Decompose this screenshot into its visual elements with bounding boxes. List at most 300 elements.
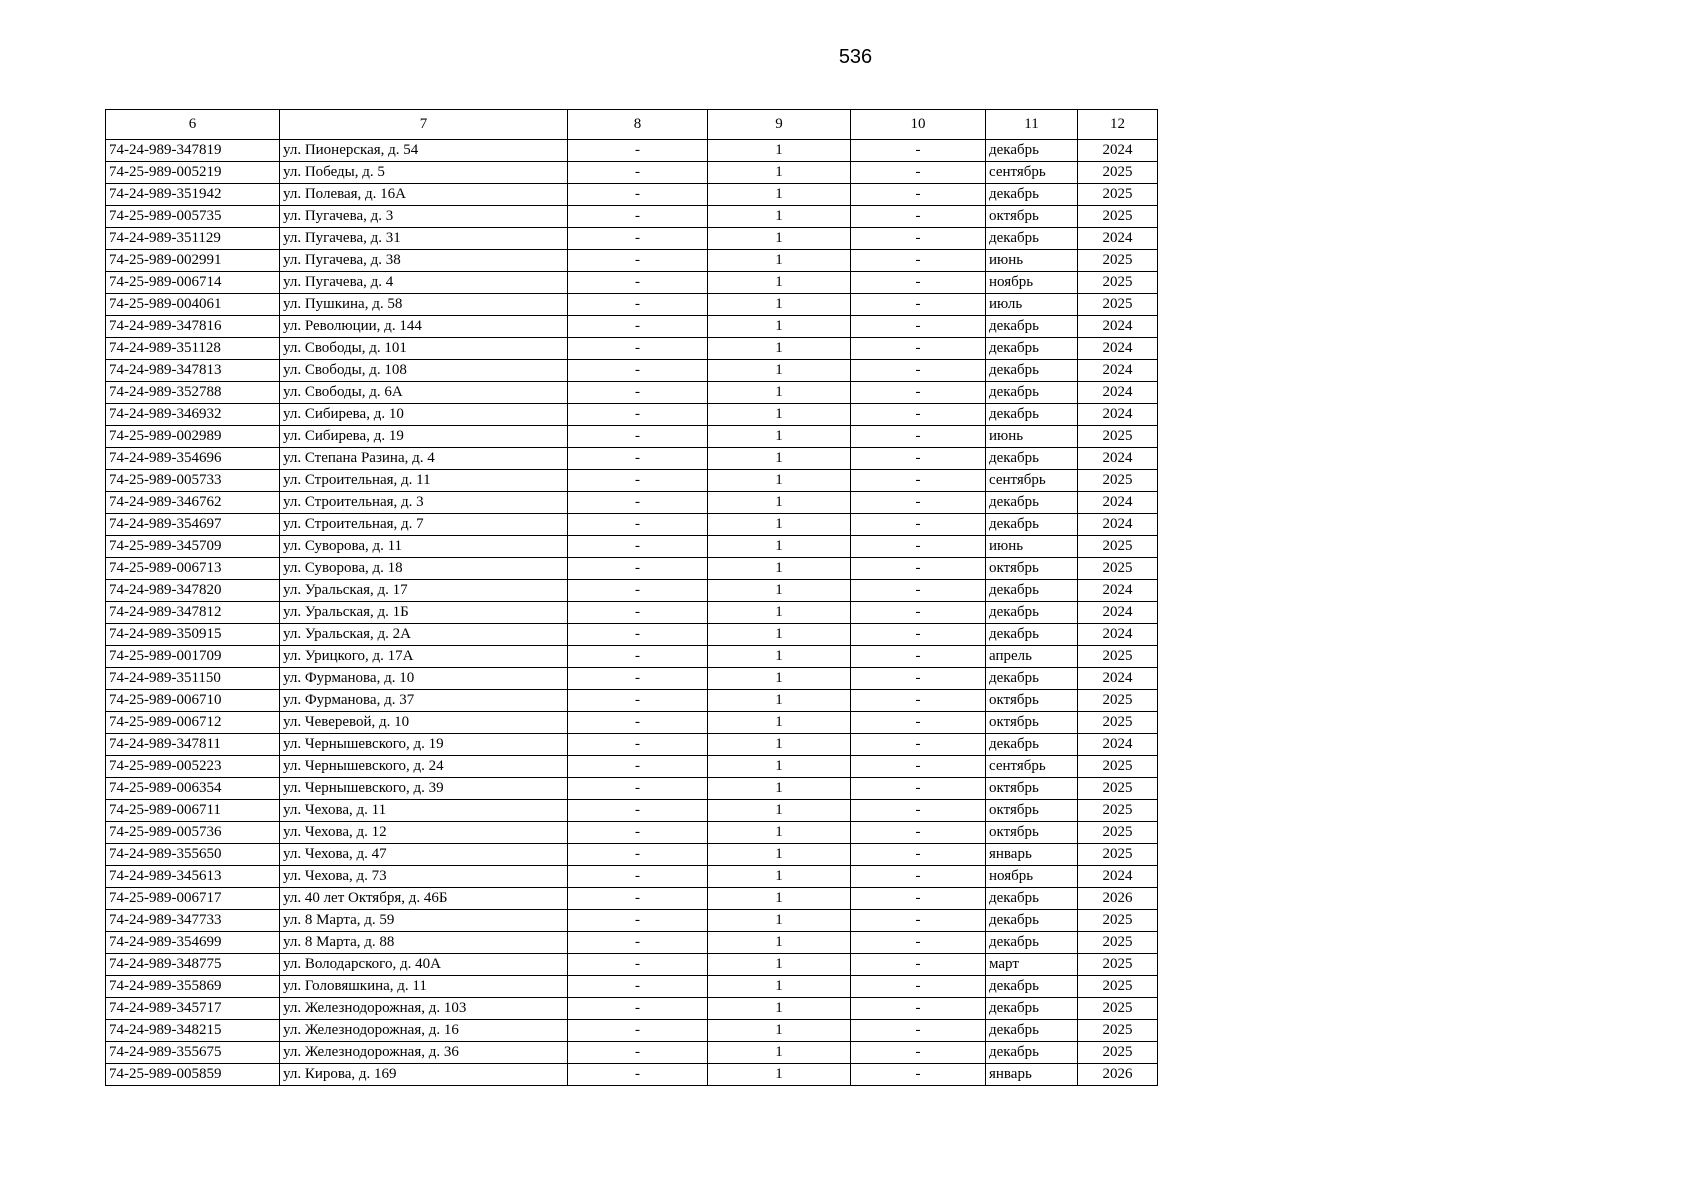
col-9-cell: 1: [708, 756, 851, 778]
table-row: [106, 646, 1158, 668]
month-cell: июнь: [986, 250, 1078, 272]
col-9-cell: 1: [708, 536, 851, 558]
col-8-cell: -: [568, 668, 708, 690]
year-cell: 2024: [1078, 602, 1158, 624]
col-10-cell: -: [851, 140, 986, 162]
year-cell: 2025: [1078, 756, 1158, 778]
address-cell: ул. Победы, д. 5: [280, 162, 568, 184]
col-8-cell: -: [568, 470, 708, 492]
year-cell: 2025: [1078, 272, 1158, 294]
col-8-cell: -: [568, 998, 708, 1020]
col-10-cell: -: [851, 338, 986, 360]
col-8-cell: -: [568, 976, 708, 998]
col-9-cell: 1: [708, 624, 851, 646]
table-row: [106, 360, 1158, 382]
table-row: [106, 536, 1158, 558]
year-cell: 2026: [1078, 888, 1158, 910]
year-cell: 2024: [1078, 140, 1158, 162]
col-10-cell: -: [851, 272, 986, 294]
table-row: [106, 800, 1158, 822]
col-9-cell: 1: [708, 910, 851, 932]
col-10-cell: -: [851, 404, 986, 426]
col-10-cell: -: [851, 910, 986, 932]
col-10-cell: -: [851, 954, 986, 976]
address-cell: ул. Строительная, д. 3: [280, 492, 568, 514]
address-cell: ул. Чернышевского, д. 19: [280, 734, 568, 756]
month-cell: октябрь: [986, 558, 1078, 580]
col-10-cell: -: [851, 536, 986, 558]
col-9-cell: 1: [708, 558, 851, 580]
table-row: [106, 250, 1158, 272]
month-cell: декабрь: [986, 360, 1078, 382]
year-cell: 2026: [1078, 1064, 1158, 1086]
month-cell: декабрь: [986, 316, 1078, 338]
year-cell: 2025: [1078, 1020, 1158, 1042]
cadastral-number-cell: 74-25-989-005735: [106, 206, 280, 228]
month-cell: декабрь: [986, 976, 1078, 998]
column-header: 12: [1078, 110, 1158, 140]
table-row: [106, 822, 1158, 844]
year-cell: 2024: [1078, 338, 1158, 360]
col-8-cell: -: [568, 932, 708, 954]
table-row: [106, 690, 1158, 712]
cadastral-number-cell: 74-25-989-004061: [106, 294, 280, 316]
col-10-cell: -: [851, 976, 986, 998]
month-cell: декабрь: [986, 932, 1078, 954]
cadastral-number-cell: 74-25-989-006711: [106, 800, 280, 822]
month-cell: декабрь: [986, 910, 1078, 932]
page-number: 536: [838, 46, 873, 68]
cadastral-number-cell: 74-24-989-348215: [106, 1020, 280, 1042]
col-10-cell: -: [851, 162, 986, 184]
col-10-cell: -: [851, 448, 986, 470]
address-cell: ул. Чехова, д. 11: [280, 800, 568, 822]
col-9-cell: 1: [708, 778, 851, 800]
cadastral-number-cell: 74-24-989-355675: [106, 1042, 280, 1064]
table-row: [106, 1020, 1158, 1042]
table-row: [106, 668, 1158, 690]
col-9-cell: 1: [708, 404, 851, 426]
col-9-cell: 1: [708, 646, 851, 668]
col-8-cell: -: [568, 206, 708, 228]
col-8-cell: -: [568, 338, 708, 360]
address-cell: ул. Железнодорожная, д. 16: [280, 1020, 568, 1042]
table-row: [106, 404, 1158, 426]
month-cell: октябрь: [986, 822, 1078, 844]
table-row: [106, 998, 1158, 1020]
col-8-cell: -: [568, 624, 708, 646]
cadastral-number-cell: 74-24-989-351129: [106, 228, 280, 250]
cadastral-number-cell: 74-24-989-347819: [106, 140, 280, 162]
address-cell: ул. 8 Марта, д. 59: [280, 910, 568, 932]
col-9-cell: 1: [708, 316, 851, 338]
cadastral-number-cell: 74-24-989-354699: [106, 932, 280, 954]
col-8-cell: -: [568, 756, 708, 778]
month-cell: декабрь: [986, 668, 1078, 690]
col-9-cell: 1: [708, 822, 851, 844]
address-cell: ул. Строительная, д. 7: [280, 514, 568, 536]
col-9-cell: 1: [708, 998, 851, 1020]
month-cell: декабрь: [986, 514, 1078, 536]
col-9-cell: 1: [708, 140, 851, 162]
table-row: [106, 712, 1158, 734]
month-cell: октябрь: [986, 800, 1078, 822]
year-cell: 2024: [1078, 624, 1158, 646]
cadastral-number-cell: 74-24-989-351150: [106, 668, 280, 690]
cadastral-number-cell: 74-25-989-006354: [106, 778, 280, 800]
year-cell: 2024: [1078, 514, 1158, 536]
col-8-cell: -: [568, 140, 708, 162]
col-10-cell: -: [851, 932, 986, 954]
address-cell: ул. Пугачева, д. 38: [280, 250, 568, 272]
month-cell: июль: [986, 294, 1078, 316]
address-cell: ул. Свободы, д. 108: [280, 360, 568, 382]
cadastral-number-cell: 74-24-989-347812: [106, 602, 280, 624]
col-8-cell: -: [568, 1064, 708, 1086]
col-10-cell: -: [851, 888, 986, 910]
table-body: [106, 140, 1158, 1086]
cadastral-number-cell: 74-25-989-006710: [106, 690, 280, 712]
address-cell: ул. Свободы, д. 101: [280, 338, 568, 360]
year-cell: 2025: [1078, 690, 1158, 712]
month-cell: апрель: [986, 646, 1078, 668]
col-10-cell: -: [851, 580, 986, 602]
col-8-cell: -: [568, 822, 708, 844]
col-8-cell: -: [568, 866, 708, 888]
col-9-cell: 1: [708, 844, 851, 866]
col-10-cell: -: [851, 250, 986, 272]
month-cell: декабрь: [986, 624, 1078, 646]
year-cell: 2025: [1078, 712, 1158, 734]
month-cell: декабрь: [986, 338, 1078, 360]
table-row: [106, 514, 1158, 536]
col-9-cell: 1: [708, 800, 851, 822]
address-cell: ул. Головяшкина, д. 11: [280, 976, 568, 998]
col-10-cell: -: [851, 998, 986, 1020]
col-9-cell: 1: [708, 712, 851, 734]
col-8-cell: -: [568, 492, 708, 514]
col-9-cell: 1: [708, 338, 851, 360]
table-row: [106, 1042, 1158, 1064]
year-cell: 2024: [1078, 492, 1158, 514]
col-10-cell: -: [851, 822, 986, 844]
year-cell: 2025: [1078, 1042, 1158, 1064]
cadastral-number-cell: 74-24-989-347820: [106, 580, 280, 602]
month-cell: июнь: [986, 426, 1078, 448]
column-header: 8: [568, 110, 708, 140]
col-10-cell: -: [851, 184, 986, 206]
month-cell: декабрь: [986, 382, 1078, 404]
schedule-table: [105, 109, 1158, 1086]
col-8-cell: -: [568, 228, 708, 250]
month-cell: декабрь: [986, 140, 1078, 162]
col-10-cell: -: [851, 470, 986, 492]
column-header: 6: [106, 110, 280, 140]
cadastral-number-cell: 74-24-989-346932: [106, 404, 280, 426]
year-cell: 2025: [1078, 800, 1158, 822]
col-8-cell: -: [568, 954, 708, 976]
year-cell: 2025: [1078, 778, 1158, 800]
table-row: [106, 558, 1158, 580]
col-10-cell: -: [851, 602, 986, 624]
address-cell: ул. Пугачева, д. 3: [280, 206, 568, 228]
cadastral-number-cell: 74-24-989-351128: [106, 338, 280, 360]
address-cell: ул. Суворова, д. 11: [280, 536, 568, 558]
col-9-cell: 1: [708, 932, 851, 954]
table-row: [106, 778, 1158, 800]
col-10-cell: -: [851, 360, 986, 382]
month-cell: декабрь: [986, 448, 1078, 470]
col-9-cell: 1: [708, 294, 851, 316]
column-header: 10: [851, 110, 986, 140]
column-header: 11: [986, 110, 1078, 140]
cadastral-number-cell: 74-24-989-346762: [106, 492, 280, 514]
address-cell: ул. Пионерская, д. 54: [280, 140, 568, 162]
year-cell: 2025: [1078, 250, 1158, 272]
col-9-cell: 1: [708, 426, 851, 448]
table-row: [106, 228, 1158, 250]
col-10-cell: -: [851, 712, 986, 734]
col-10-cell: -: [851, 316, 986, 338]
year-cell: 2025: [1078, 822, 1158, 844]
address-cell: ул. Кирова, д. 169: [280, 1064, 568, 1086]
table-row: [106, 976, 1158, 998]
address-cell: ул. Строительная, д. 11: [280, 470, 568, 492]
cadastral-number-cell: 74-24-989-345717: [106, 998, 280, 1020]
address-cell: ул. Суворова, д. 18: [280, 558, 568, 580]
col-9-cell: 1: [708, 360, 851, 382]
table-row: [106, 888, 1158, 910]
col-9-cell: 1: [708, 514, 851, 536]
col-8-cell: -: [568, 712, 708, 734]
header-row: [106, 110, 1158, 140]
month-cell: декабрь: [986, 184, 1078, 206]
table-row: [106, 624, 1158, 646]
month-cell: январь: [986, 844, 1078, 866]
col-10-cell: -: [851, 800, 986, 822]
table-row: [106, 470, 1158, 492]
col-8-cell: -: [568, 1020, 708, 1042]
year-cell: 2025: [1078, 536, 1158, 558]
cadastral-number-cell: 74-25-989-002989: [106, 426, 280, 448]
col-8-cell: -: [568, 404, 708, 426]
col-8-cell: -: [568, 844, 708, 866]
address-cell: ул. Пугачева, д. 31: [280, 228, 568, 250]
col-8-cell: -: [568, 162, 708, 184]
year-cell: 2025: [1078, 910, 1158, 932]
address-cell: ул. Революции, д. 144: [280, 316, 568, 338]
month-cell: октябрь: [986, 690, 1078, 712]
month-cell: декабрь: [986, 1042, 1078, 1064]
address-cell: ул. Пугачева, д. 4: [280, 272, 568, 294]
table-row: [106, 756, 1158, 778]
table-row: [106, 954, 1158, 976]
col-10-cell: -: [851, 778, 986, 800]
col-10-cell: -: [851, 1042, 986, 1064]
table-row: [106, 580, 1158, 602]
col-9-cell: 1: [708, 866, 851, 888]
table-row: [106, 734, 1158, 756]
table-row: [106, 1064, 1158, 1086]
table-row: [106, 910, 1158, 932]
col-9-cell: 1: [708, 976, 851, 998]
col-8-cell: -: [568, 558, 708, 580]
col-8-cell: -: [568, 800, 708, 822]
col-10-cell: -: [851, 206, 986, 228]
month-cell: ноябрь: [986, 866, 1078, 888]
cadastral-number-cell: 74-24-989-348775: [106, 954, 280, 976]
year-cell: 2025: [1078, 206, 1158, 228]
col-9-cell: 1: [708, 734, 851, 756]
month-cell: декабрь: [986, 228, 1078, 250]
table-row: [106, 602, 1158, 624]
column-header: 9: [708, 110, 851, 140]
table-row: [106, 316, 1158, 338]
address-cell: ул. Уральская, д. 2А: [280, 624, 568, 646]
col-9-cell: 1: [708, 162, 851, 184]
cadastral-number-cell: 74-25-989-006712: [106, 712, 280, 734]
table-row: [106, 844, 1158, 866]
col-10-cell: -: [851, 844, 986, 866]
address-cell: ул. Пушкина, д. 58: [280, 294, 568, 316]
table-row: [106, 162, 1158, 184]
month-cell: сентябрь: [986, 470, 1078, 492]
month-cell: октябрь: [986, 778, 1078, 800]
table-row: [106, 272, 1158, 294]
col-10-cell: -: [851, 668, 986, 690]
cadastral-number-cell: 74-25-989-005733: [106, 470, 280, 492]
cadastral-number-cell: 74-25-989-006717: [106, 888, 280, 910]
col-8-cell: -: [568, 184, 708, 206]
cadastral-number-cell: 74-25-989-005219: [106, 162, 280, 184]
year-cell: 2025: [1078, 426, 1158, 448]
col-8-cell: -: [568, 734, 708, 756]
col-10-cell: -: [851, 756, 986, 778]
col-8-cell: -: [568, 514, 708, 536]
month-cell: декабрь: [986, 492, 1078, 514]
cadastral-number-cell: 74-25-989-005223: [106, 756, 280, 778]
address-cell: ул. Чеверевой, д. 10: [280, 712, 568, 734]
year-cell: 2025: [1078, 184, 1158, 206]
col-9-cell: 1: [708, 690, 851, 712]
table-row: [106, 492, 1158, 514]
col-9-cell: 1: [708, 250, 851, 272]
address-cell: ул. Полевая, д. 16А: [280, 184, 568, 206]
month-cell: март: [986, 954, 1078, 976]
year-cell: 2025: [1078, 844, 1158, 866]
month-cell: декабрь: [986, 734, 1078, 756]
col-8-cell: -: [568, 1042, 708, 1064]
year-cell: 2024: [1078, 316, 1158, 338]
col-10-cell: -: [851, 382, 986, 404]
address-cell: ул. Свободы, д. 6А: [280, 382, 568, 404]
col-9-cell: 1: [708, 382, 851, 404]
year-cell: 2024: [1078, 866, 1158, 888]
year-cell: 2024: [1078, 228, 1158, 250]
address-cell: ул. Фурманова, д. 37: [280, 690, 568, 712]
month-cell: декабрь: [986, 888, 1078, 910]
address-cell: ул. Чехова, д. 47: [280, 844, 568, 866]
col-8-cell: -: [568, 602, 708, 624]
col-8-cell: -: [568, 294, 708, 316]
col-10-cell: -: [851, 228, 986, 250]
year-cell: 2025: [1078, 558, 1158, 580]
col-9-cell: 1: [708, 184, 851, 206]
month-cell: декабрь: [986, 998, 1078, 1020]
cadastral-number-cell: 74-24-989-350915: [106, 624, 280, 646]
month-cell: октябрь: [986, 712, 1078, 734]
year-cell: 2024: [1078, 382, 1158, 404]
month-cell: сентябрь: [986, 756, 1078, 778]
address-cell: ул. Степана Разина, д. 4: [280, 448, 568, 470]
table-row: [106, 338, 1158, 360]
address-cell: ул. Чехова, д. 12: [280, 822, 568, 844]
cadastral-number-cell: 74-24-989-354697: [106, 514, 280, 536]
table-row: [106, 382, 1158, 404]
address-cell: ул. Чехова, д. 73: [280, 866, 568, 888]
month-cell: декабрь: [986, 580, 1078, 602]
col-8-cell: -: [568, 316, 708, 338]
col-9-cell: 1: [708, 602, 851, 624]
address-cell: ул. Фурманова, д. 10: [280, 668, 568, 690]
cadastral-number-cell: 74-25-989-005859: [106, 1064, 280, 1086]
month-cell: ноябрь: [986, 272, 1078, 294]
col-9-cell: 1: [708, 228, 851, 250]
cadastral-number-cell: 74-25-989-006713: [106, 558, 280, 580]
address-cell: ул. Железнодорожная, д. 103: [280, 998, 568, 1020]
year-cell: 2025: [1078, 954, 1158, 976]
year-cell: 2024: [1078, 668, 1158, 690]
col-8-cell: -: [568, 888, 708, 910]
col-9-cell: 1: [708, 1064, 851, 1086]
col-9-cell: 1: [708, 448, 851, 470]
month-cell: декабрь: [986, 404, 1078, 426]
col-9-cell: 1: [708, 206, 851, 228]
address-cell: ул. Уральская, д. 1Б: [280, 602, 568, 624]
address-cell: ул. Чернышевского, д. 24: [280, 756, 568, 778]
year-cell: 2025: [1078, 646, 1158, 668]
year-cell: 2025: [1078, 998, 1158, 1020]
col-10-cell: -: [851, 690, 986, 712]
col-8-cell: -: [568, 536, 708, 558]
address-cell: ул. Железнодорожная, д. 36: [280, 1042, 568, 1064]
address-cell: ул. Сибирева, д. 10: [280, 404, 568, 426]
month-cell: январь: [986, 1064, 1078, 1086]
col-8-cell: -: [568, 448, 708, 470]
cadastral-number-cell: 74-24-989-351942: [106, 184, 280, 206]
year-cell: 2025: [1078, 162, 1158, 184]
table-row: [106, 206, 1158, 228]
col-9-cell: 1: [708, 954, 851, 976]
col-8-cell: -: [568, 646, 708, 668]
cadastral-number-cell: 74-24-989-355650: [106, 844, 280, 866]
address-cell: ул. Чернышевского, д. 39: [280, 778, 568, 800]
col-8-cell: -: [568, 778, 708, 800]
col-8-cell: -: [568, 426, 708, 448]
col-9-cell: 1: [708, 1042, 851, 1064]
col-10-cell: -: [851, 624, 986, 646]
cadastral-number-cell: 74-24-989-352788: [106, 382, 280, 404]
year-cell: 2025: [1078, 932, 1158, 954]
address-cell: ул. 40 лет Октября, д. 46Б: [280, 888, 568, 910]
col-8-cell: -: [568, 250, 708, 272]
month-cell: декабрь: [986, 602, 1078, 624]
table-row: [106, 184, 1158, 206]
col-8-cell: -: [568, 690, 708, 712]
column-header: 7: [280, 110, 568, 140]
year-cell: 2025: [1078, 976, 1158, 998]
cadastral-number-cell: 74-25-989-005736: [106, 822, 280, 844]
